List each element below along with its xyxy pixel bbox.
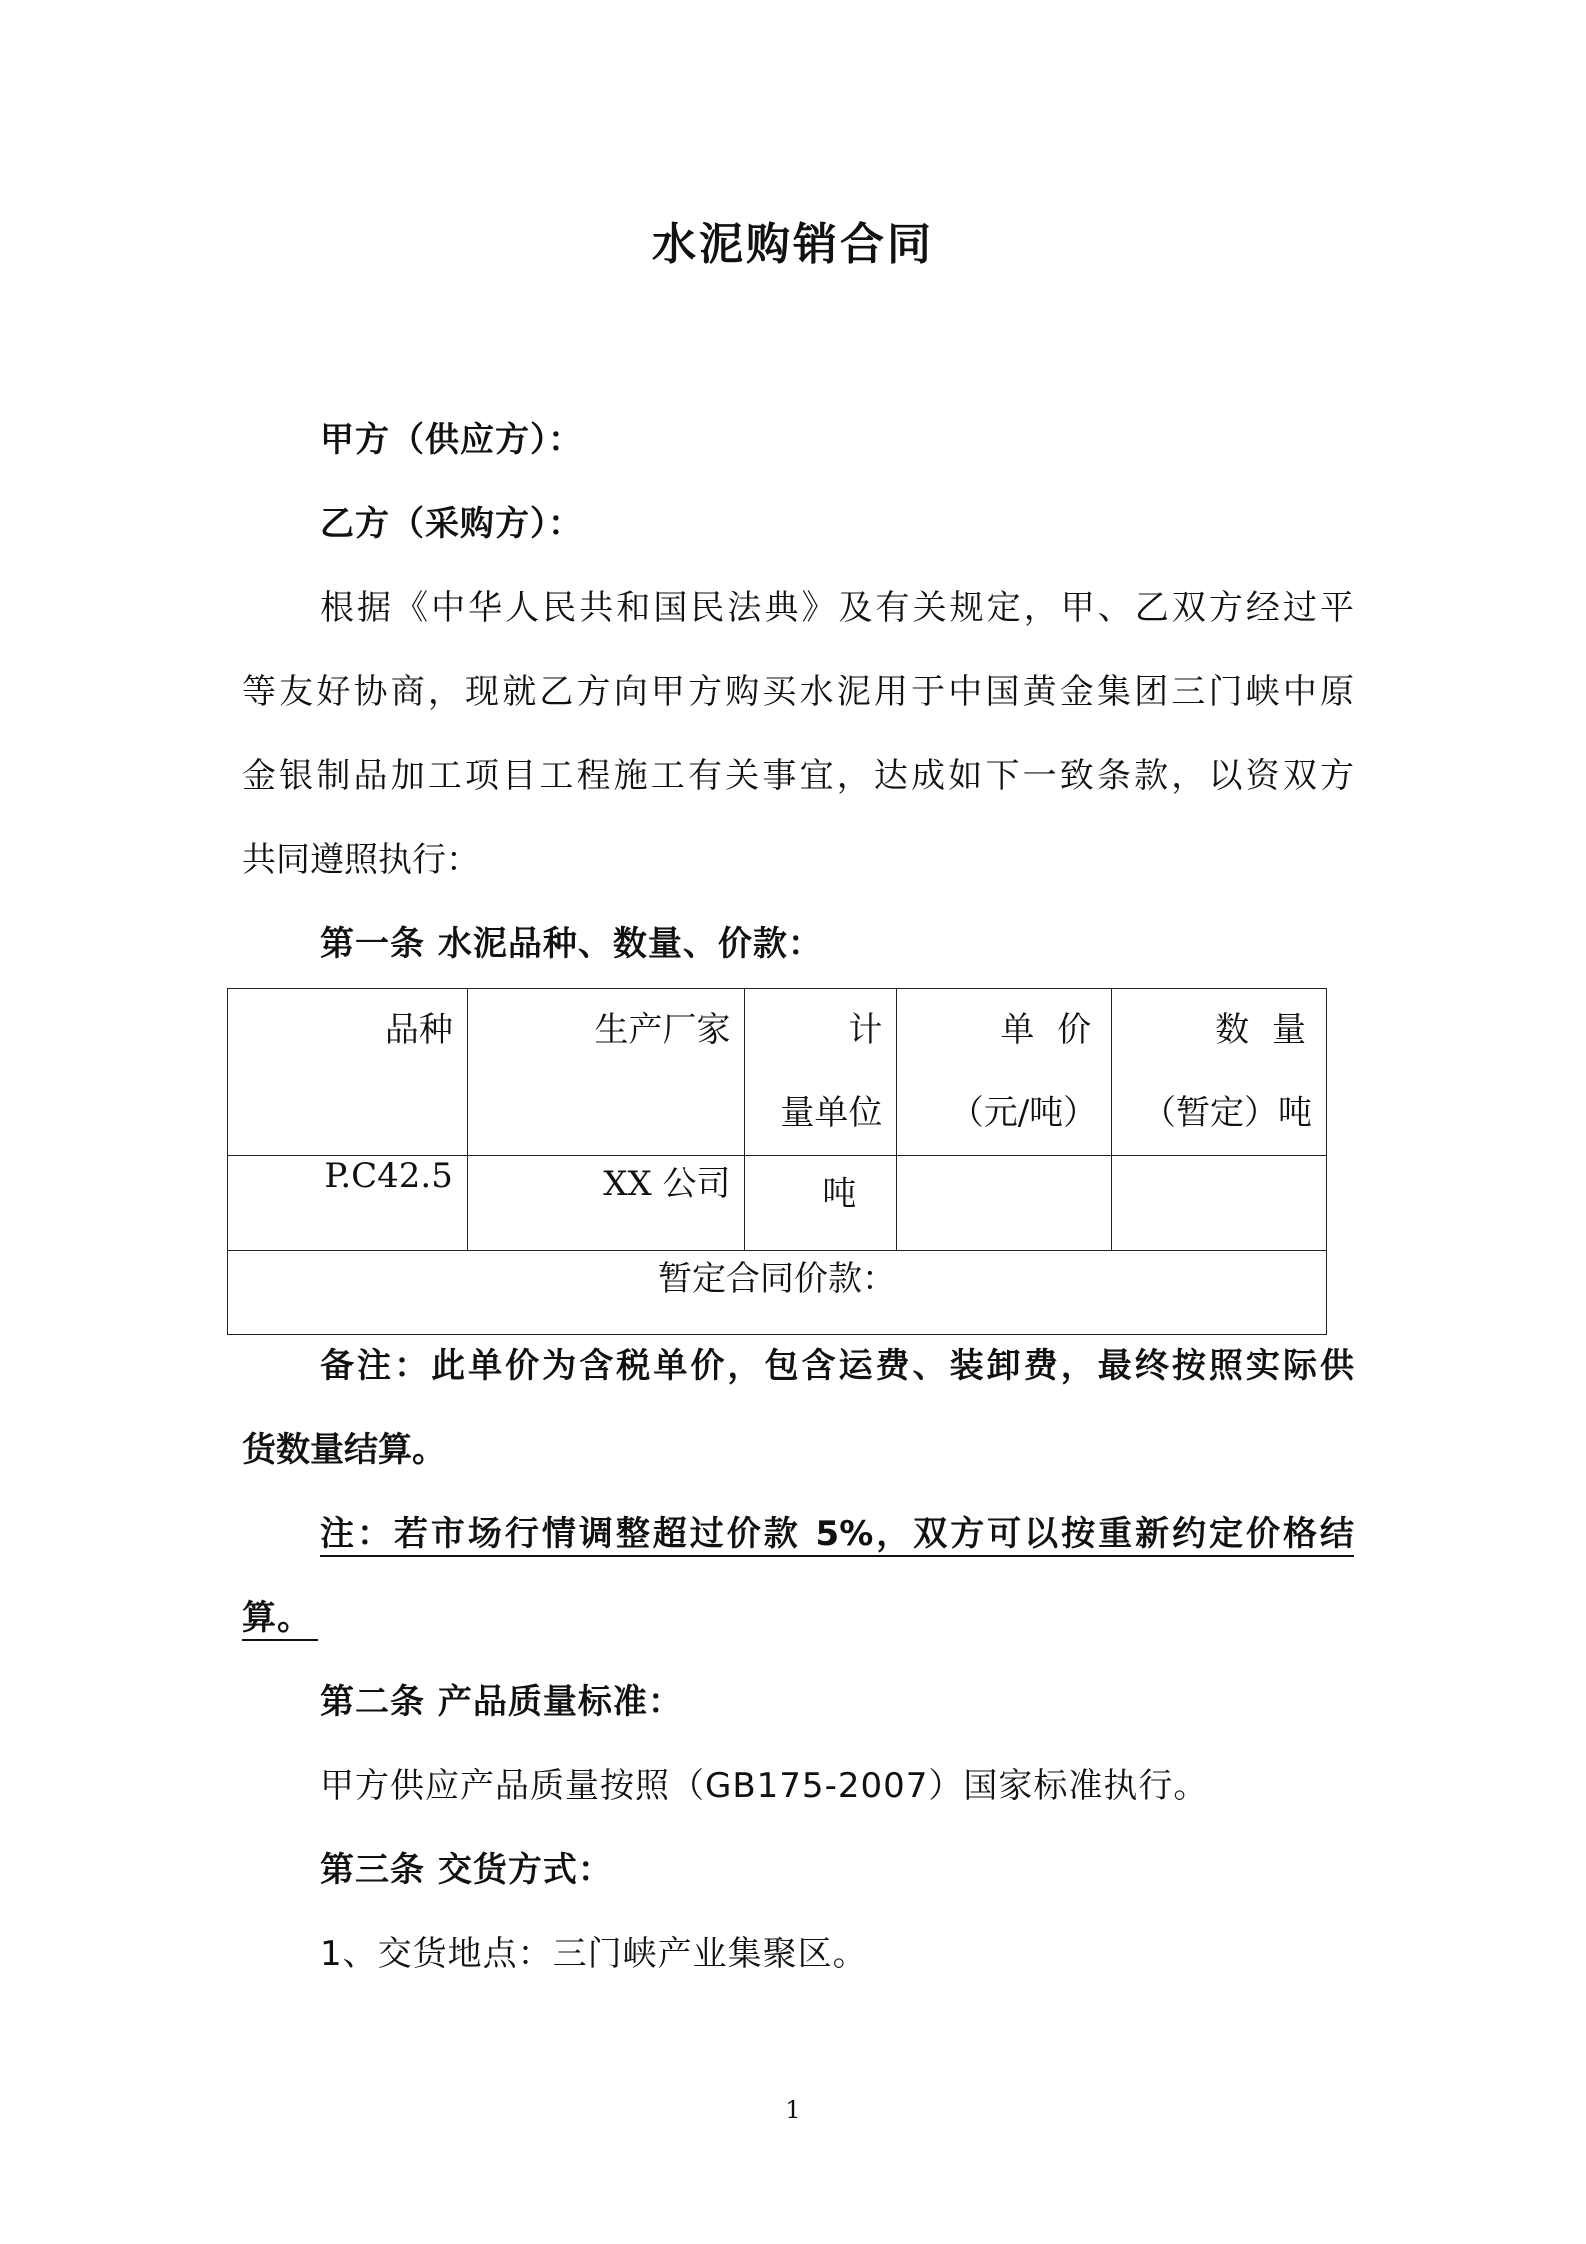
header-quantity: 数 量 （暂定）吨 [1112, 989, 1327, 1156]
table-row [228, 1156, 1327, 1251]
cell-quantity [1112, 1156, 1327, 1251]
article-2-body: 甲方供应产品质量按照（GB175-2007）国家标准执行。 [320, 1766, 1209, 1806]
cell-total-price-label: 暂定合同价款： [228, 1251, 1327, 1335]
page-number: 1 [785, 2096, 801, 2124]
table-total-row [228, 1251, 1327, 1335]
table-header-row [228, 989, 1327, 1156]
remark-line-1: 备注：此单价为含税单价，包含运费、装卸费，最终按照实际供 [320, 1346, 1354, 1386]
remark-line-2: 货数量结算。 [242, 1430, 446, 1470]
article-2-heading: 第二条 产品质量标准： [320, 1682, 683, 1722]
cell-unit: 吨 [745, 1156, 897, 1251]
note-line-2: 算。 [242, 1590, 318, 1641]
note-line-1: 注：若市场行情调整超过价款 5%，双方可以按重新约定价格结 [320, 1506, 1354, 1557]
cell-variety: P.C42.5 [228, 1156, 468, 1251]
document-title: 水泥购销合同 [652, 219, 934, 270]
header-unit-price: 单 价 （元/吨） [897, 989, 1112, 1156]
header-unit: 计 量单位 [745, 989, 897, 1156]
article-1-heading: 第一条 水泥品种、数量、价款： [320, 924, 823, 964]
party-b-label: 乙方（采购方）： [320, 504, 583, 544]
article-3-item-1: 1、交货地点：三门峡产业集聚区。 [320, 1934, 868, 1974]
intro-line-1: 根据《中华人民共和国民法典》及有关规定，甲、乙双方经过平 [320, 588, 1354, 628]
party-a-label: 甲方（供应方）： [320, 420, 583, 460]
cement-spec-table [227, 988, 1327, 1335]
intro-line-4: 共同遵照执行： [242, 840, 480, 880]
cell-unit-price [897, 1156, 1112, 1251]
header-manufacturer: 生产厂家 [467, 989, 745, 1156]
cell-manufacturer: XX 公司 [467, 1156, 745, 1251]
article-3-heading: 第三条 交货方式： [320, 1850, 613, 1890]
header-variety: 品种 [228, 989, 468, 1156]
intro-line-3: 金银制品加工项目工程施工有关事宜，达成如下一致条款，以资双方 [242, 756, 1354, 796]
intro-line-2: 等友好协商，现就乙方向甲方购买水泥用于中国黄金集团三门峡中原 [242, 672, 1354, 712]
